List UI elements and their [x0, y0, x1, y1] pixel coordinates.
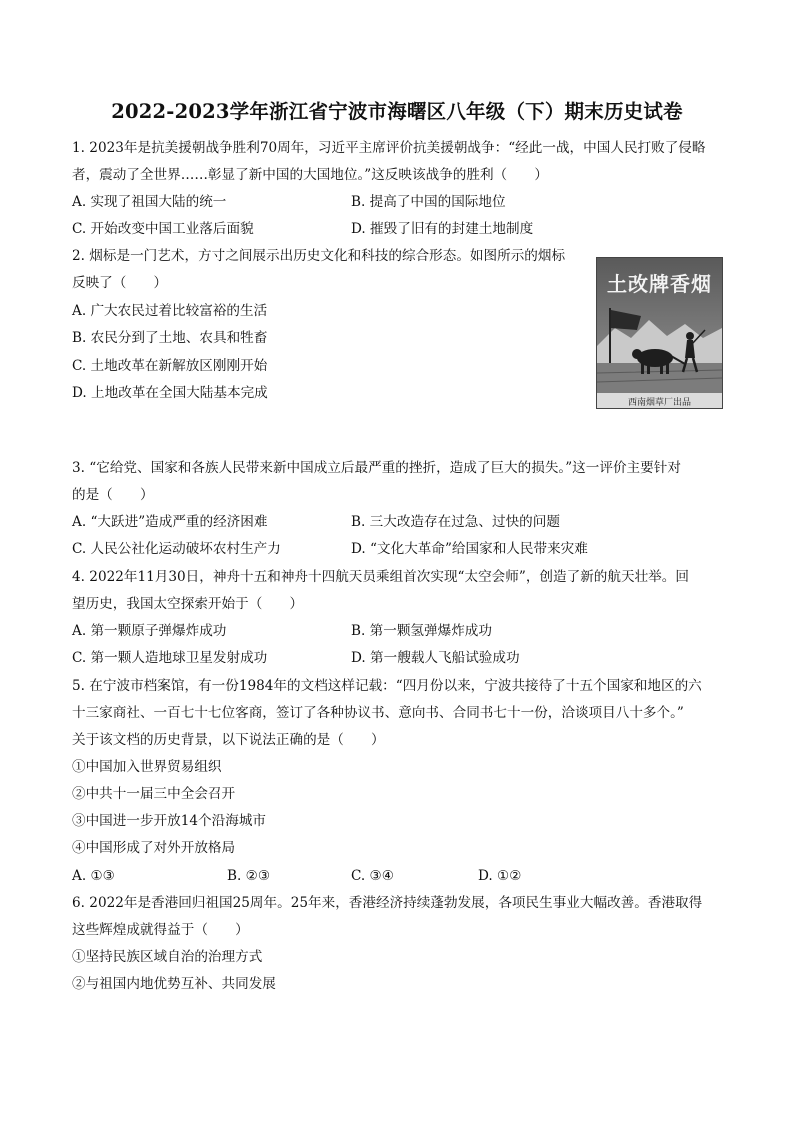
q3-option-c: C. 人民公社化运动破坏农村生产力 [72, 541, 281, 557]
q1-stem-line1: 1. 2023年是抗美援朝战争胜利70周年，习近平主席评价抗美援朝战争：“经此一战，中国人民打败了侵略 [72, 140, 706, 156]
q2-stem-line1: 2. 烟标是一门艺术，方寸之间展示出历史文化和科技的综合形态。如图所示的烟标 [72, 248, 566, 264]
q4-option-d: D. 第一艘载人飞船试验成功 [351, 650, 520, 666]
q5-statement-4: ④中国形成了对外开放格局 [72, 840, 236, 856]
q2-option-b: B. 农民分到了土地、农具和牲畜 [72, 330, 268, 346]
q1-stem-line2: 者，震动了全世界……彰显了新中国的大国地位。”这反映该战争的胜利（ ） [72, 167, 548, 183]
q5-statement-2: ②中共十一届三中全会召开 [72, 786, 236, 802]
q2-option-a: A. 广大农民过着比较富裕的生活 [72, 303, 268, 319]
q4-stem-line1: 4. 2022年11月30日，神舟十五和神舟十四航天员乘组首次实现“太空会师”，创造了新的航天壮举。回 [72, 569, 689, 585]
cigarette-label-image [596, 257, 723, 409]
q2-stem-line2: 反映了（ ） [72, 275, 168, 291]
q5-statement-1: ①中国加入世界贸易组织 [72, 759, 222, 775]
q1-option-a: A. 实现了祖国大陆的统一 [72, 194, 227, 210]
page-title: 2022-2023学年浙江省宁波市海曙区八年级（下）期末历史试卷 [111, 100, 683, 123]
q6-statement-2: ②与祖国内地优势互补、共同发展 [72, 976, 276, 992]
q4-option-b: B. 第一颗氢弹爆炸成功 [351, 623, 492, 639]
q5-stem-line1: 5. 在宁波市档案馆，有一份1984年的文档这样记载：“四月份以来，宁波共接待了十五个国家和地区的六 [72, 678, 702, 694]
q4-option-c: C. 第一颗人造地球卫星发射成功 [72, 650, 268, 666]
q6-stem-line2: 这些辉煌成就得益于（ ） [72, 922, 249, 938]
cigarette-maker-label: 西南烟草厂出品 [627, 398, 691, 408]
q2-option-c: C. 土地改革在新解放区刚刚开始 [72, 358, 268, 374]
q5-option-b: B. ②③ [227, 868, 271, 884]
q5-stem-line2: 十三家商社、一百七十七位客商，签订了各种协议书、意向书、合同书七十一份，洽谈项目八十多个。” [72, 705, 684, 721]
q4-option-a: A. 第一颗原子弹爆炸成功 [72, 623, 227, 639]
q6-statement-1: ①坚持民族区域自治的治理方式 [72, 949, 263, 965]
q5-option-a: A. ①③ [72, 868, 115, 884]
q5-statement-3: ③中国进一步开放14个沿海城市 [72, 813, 267, 829]
q3-option-a: A. “大跃进”造成严重的经济困难 [72, 514, 268, 530]
q5-option-c: C. ③④ [351, 868, 394, 884]
q1-option-d: D. 摧毁了旧有的封建土地制度 [351, 221, 534, 237]
q2-option-d: D. 上地改革在全国大陆基本完成 [72, 385, 268, 401]
q4-stem-line2: 望历史，我国太空探索开始于（ ） [72, 596, 304, 612]
q1-option-c: C. 开始改变中国工业落后面貌 [72, 221, 254, 237]
q5-stem-line3: 关于该文档的历史背景，以下说法正确的是（ ） [72, 732, 385, 748]
q3-option-d: D. “文化大革命”给国家和人民带来灾难 [351, 541, 588, 557]
q1-option-b: B. 提高了中国的国际地位 [351, 194, 506, 210]
q3-stem-line1: 3. “它给党、国家和各族人民带来新中国成立后最严重的挫折，造成了巨大的损失。”这一评价主要针对 [72, 460, 681, 476]
q5-option-d: D. ①② [478, 868, 522, 884]
q3-option-b: B. 三大改造存在过急、过快的问题 [351, 514, 560, 530]
q6-stem-line1: 6. 2022年是香港回归祖国25周年。25年来，香港经济持续蓬勃发展，各项民生事业大幅改善。香港取得 [72, 895, 703, 911]
q3-stem-line2: 的是（ ） [72, 487, 154, 503]
cigarette-brand-label: 土改牌香烟 [607, 272, 712, 296]
